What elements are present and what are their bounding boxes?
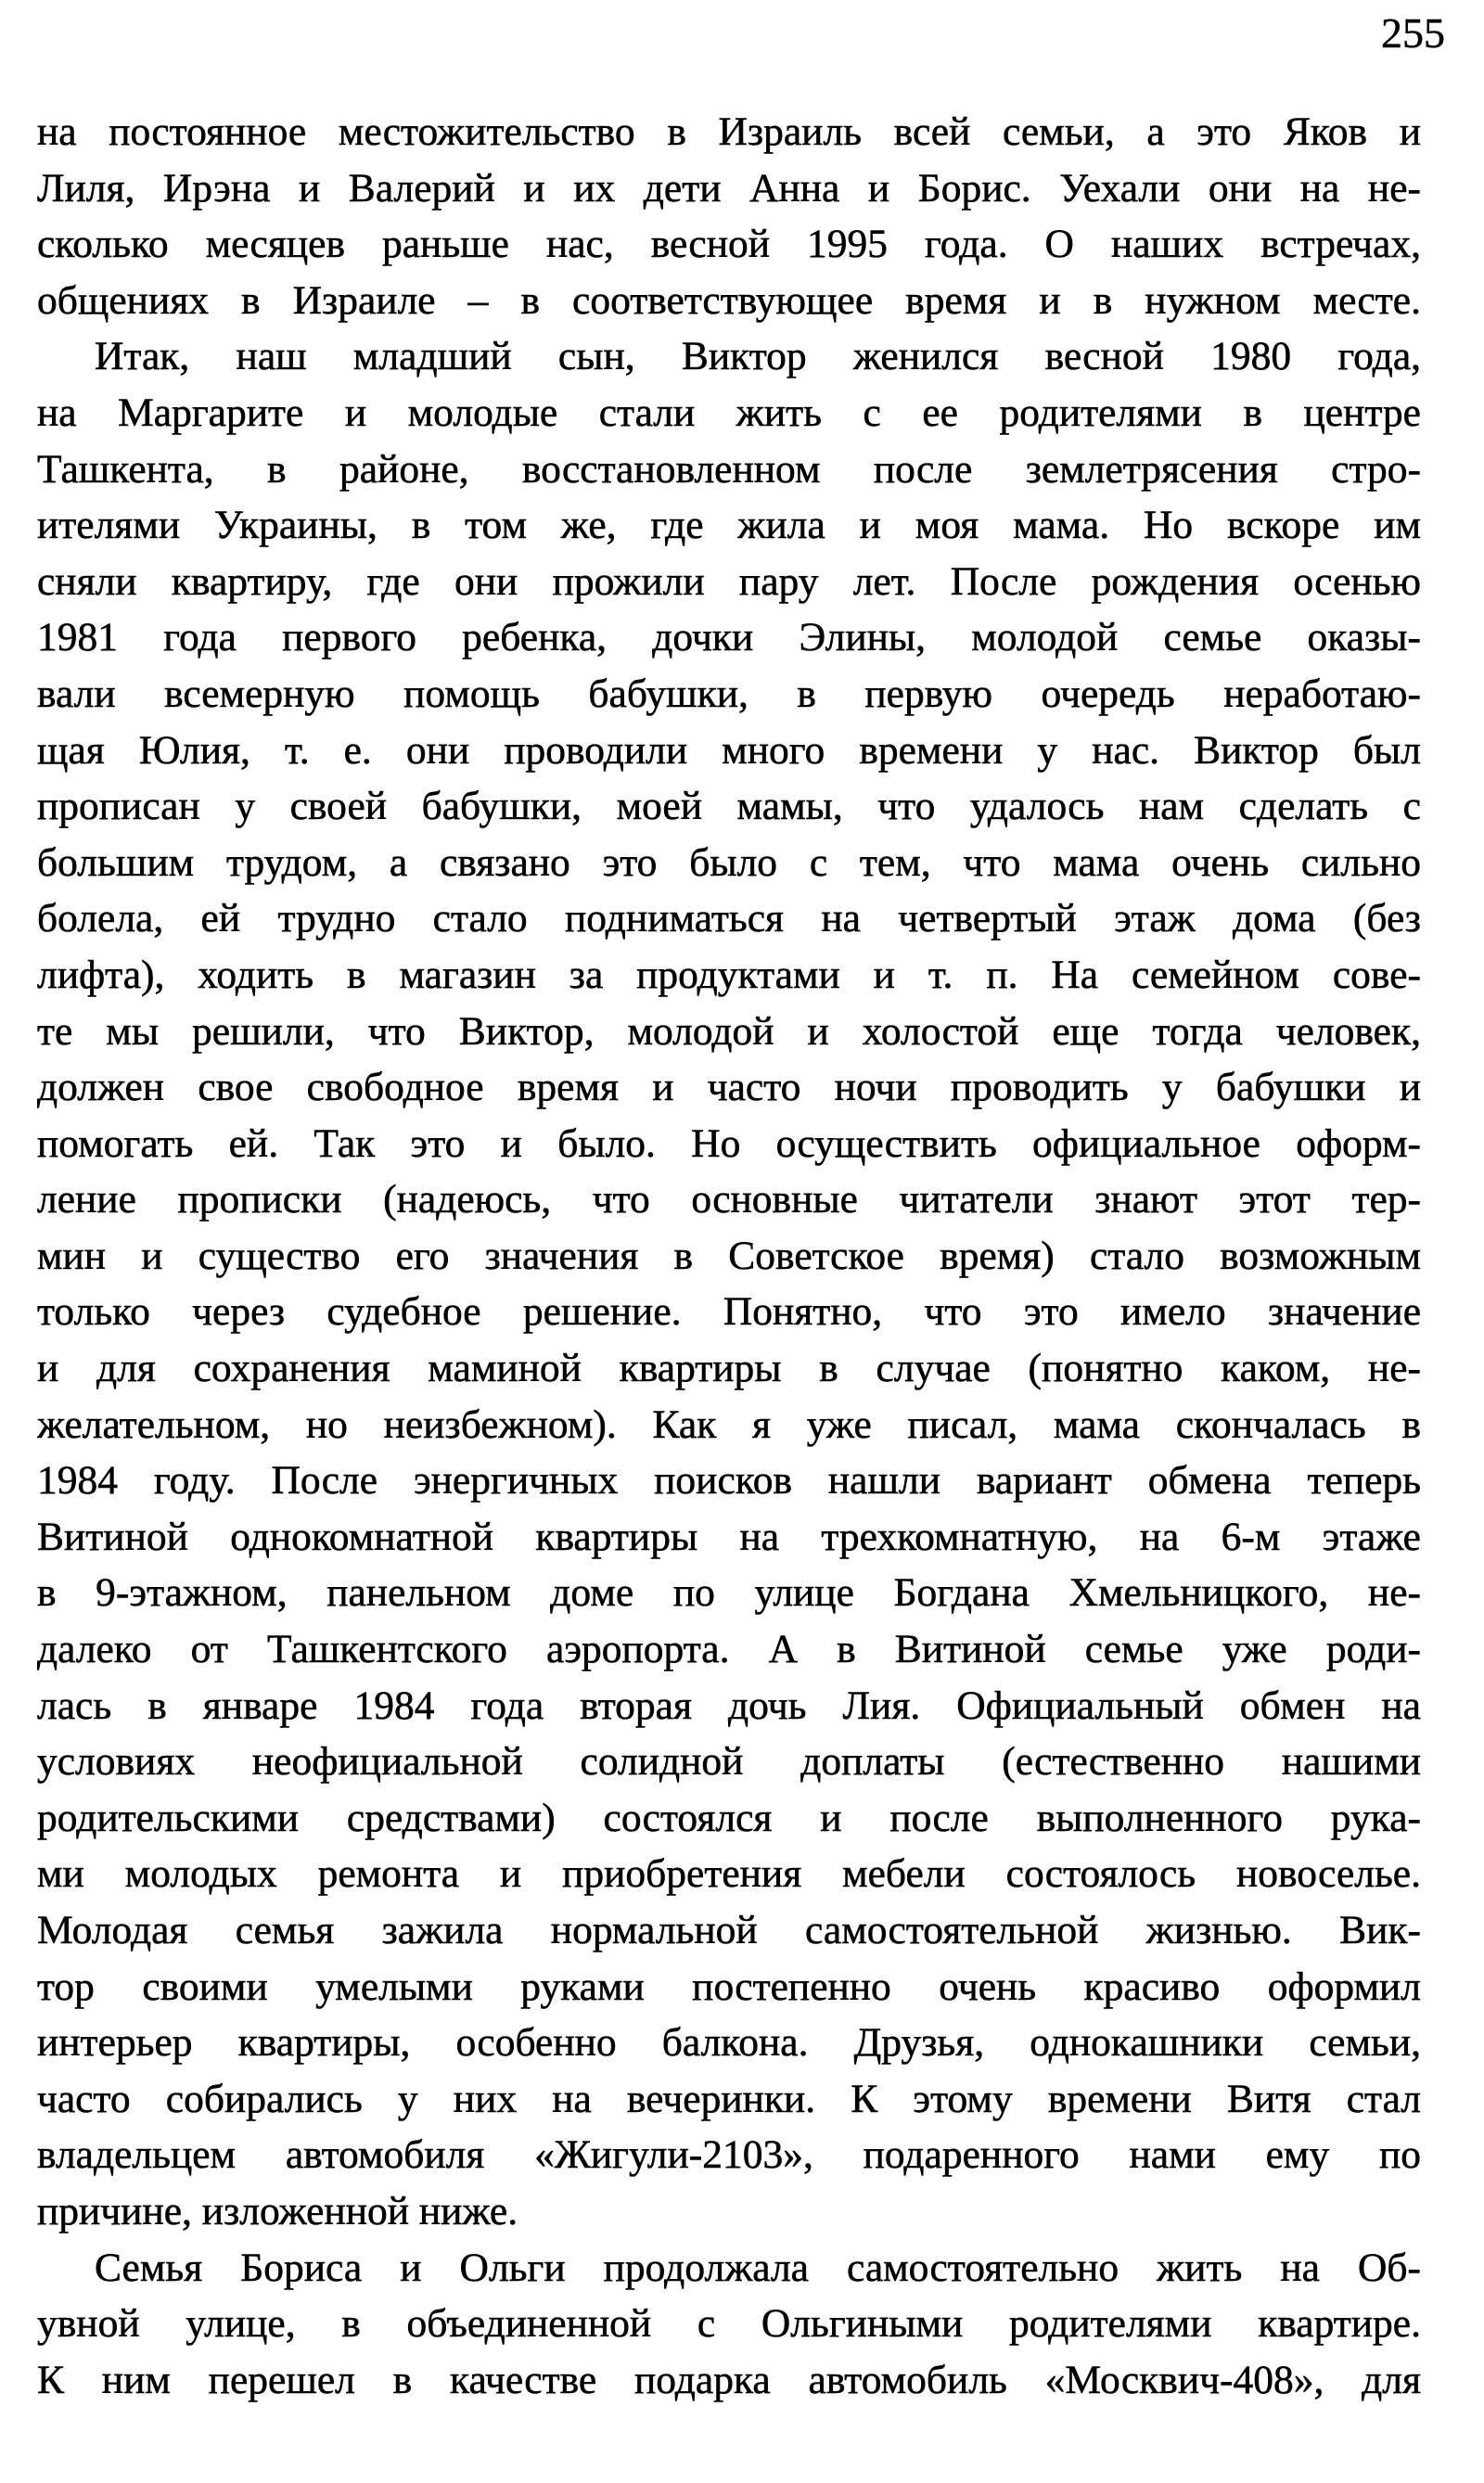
text-line: Итак, наш младший сын, Виктор женился весной 1980 года, — [95, 334, 1421, 379]
text-line: интерьер квартиры, особенно балкона. Друзья, однокашники семьи, — [37, 2020, 1421, 2066]
text-line: большим трудом, а связано это было с тем, что мама очень сильно — [37, 839, 1421, 885]
page-number: 255 — [1381, 9, 1445, 57]
text-line: сколько месяцев раньше нас, весной 1995 года. О наших встречах, — [37, 222, 1421, 267]
text-line: на Маргарите и молодые стали жить с ее родителями в центре — [37, 390, 1421, 435]
text-line: причине, изложенной ниже. — [37, 2188, 518, 2233]
text-line: Ташкента, в районе, восстановленном после землетрясения стро- — [37, 446, 1421, 492]
text-line: Семья Бориса и Ольги продолжала самостоятельно жить на Об- — [95, 2245, 1421, 2290]
text-line: ителями Украины, в том же, где жила и моя мама. Но вскоре им — [37, 503, 1421, 548]
text-line: родительскими средствами) состоялся и после выполненного рука- — [37, 1795, 1421, 1840]
text-line: должен свое свободное время и часто ночи проводить у бабушки и — [37, 1065, 1421, 1110]
text-line: болела, ей трудно стало подниматься на четвертый этаж дома (без — [37, 896, 1421, 941]
text-line: 1981 года первого ребенка, дочки Элины, молодой семье оказы- — [37, 615, 1421, 660]
text-line: помогать ей. Так это и было. Но осуществить официальное оформ- — [37, 1120, 1421, 1166]
text-line: 1984 году. После энергичных поисков нашли вариант обмена теперь — [37, 1458, 1421, 1504]
text-line: часто собирались у них на вечеринки. К этому времени Витя стал — [37, 2076, 1421, 2121]
text-line: те мы решили, что Виктор, молодой и холостой еще тогда человек, — [37, 1008, 1421, 1054]
text-line: только через судебное решение. Понятно, что это имело значение — [37, 1289, 1421, 1335]
text-line: условиях неофициальной солидной доплаты (естественно нашими — [37, 1739, 1421, 1785]
text-line: на постоянное местожительство в Израиль всей семьи, а это Яков и — [37, 109, 1421, 154]
text-line: вали всемерную помощь бабушки, в первую очередь неработаю- — [37, 671, 1421, 716]
text-line: общениях в Израиле – в соответствующее время и в нужном месте. — [37, 277, 1421, 323]
text-line: прописан у своей бабушки, моей мамы, что удалось нам сделать с — [37, 784, 1421, 829]
paragraph — [37, 104, 1421, 328]
text-line: Витиной однокомнатной квартиры на трехкомнатную, на 6-м этаже — [37, 1514, 1421, 1559]
text-line: лифта), ходить в магазин за продуктами и т. п. На семейном сове- — [37, 952, 1421, 997]
paragraph — [37, 328, 1421, 2239]
text-line: К ним перешел в качестве подарка автомобиль «Москвич-408», для — [37, 2357, 1421, 2402]
text-line: щая Юлия, т. е. они проводили много времени у нас. Виктор был — [37, 727, 1421, 773]
text-line: сняли квартиру, где они прожили пару лет. После рождения осенью — [37, 558, 1421, 604]
text-line: владельцем автомобиля «Жигули-2103», подаренного нами ему по — [37, 2132, 1421, 2178]
text-line: и для сохранения маминой квартиры в случае (понятно каком, не- — [37, 1346, 1421, 1391]
text-line: лась в январе 1984 года вторая дочь Лия. Официальный обмен на — [37, 1683, 1421, 1728]
text-line: ление прописки (надеюсь, что основные читатели знают этот тер- — [37, 1177, 1421, 1222]
text-line: ми молодых ремонта и приобретения мебели состоялось новоселье. — [37, 1851, 1421, 1897]
text-line: далеко от Ташкентского аэропорта. А в Витиной семье уже роди- — [37, 1627, 1421, 1672]
text-line: Лиля, Ирэна и Валерий и их дети Анна и Борис. Уехали они на не- — [37, 165, 1421, 211]
text-line: Молодая семья зажила нормальной самостоятельной жизнью. Вик- — [37, 1908, 1421, 1952]
text-line: желательном, но неизбежном). Как я уже писал, мама скончалась в — [37, 1401, 1421, 1447]
text-line: в 9-этажном, панельном доме по улице Богдана Хмельницкого, не- — [37, 1570, 1421, 1616]
page-text — [37, 104, 1421, 2408]
text-line: мин и существо его значения в Советское время) стало возможным — [37, 1233, 1421, 1278]
text-line: увной улице, в объединенной с Ольгиными родителями квартире. — [37, 2301, 1421, 2347]
paragraph — [37, 2240, 1421, 2409]
text-line: тор своими умелыми руками постепенно очень красиво оформил — [37, 1964, 1421, 2009]
